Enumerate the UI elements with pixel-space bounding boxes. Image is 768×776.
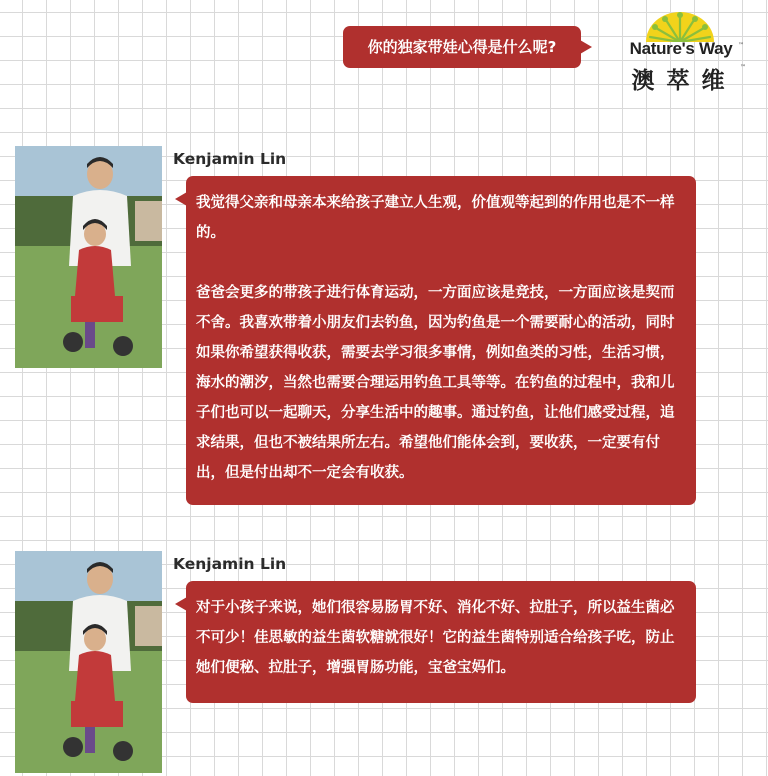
logo-brand-cn: 澳萃维 [631, 68, 737, 94]
logo-trademark-cn: ™ [740, 64, 746, 71]
question-bubble [343, 26, 581, 68]
avatar [15, 146, 162, 368]
author-name: Kenjamin Lin [173, 555, 287, 573]
logo-trademark: ™ [738, 42, 744, 49]
avatar [15, 551, 162, 773]
question-text: 你的独家带娃心得是什么呢? [367, 38, 557, 56]
message-paragraph: 我觉得父亲和母亲本来给孩子建立人生观，价值观等起到的作用也是不一样的。 [196, 195, 675, 241]
message-bubble [186, 176, 696, 505]
avatar-photo [15, 551, 162, 773]
message-paragraph: 爸爸会更多的带孩子进行体育运动，一方面应该是竞技，一方面应该是契而不舍。我喜欢带着小朋友们去钓鱼，因为钓鱼是一个需要耐心的活动，同时如果你希望获得收获，需要去学习很多事情，例如鱼类的习性，生活习惯，海水的潮汐，当然也需要合理运用钓鱼工具等等。在钓鱼的过程中，我和儿子们也可以一起聊天，分享生活中的趣事。通过钓鱼，让他们感受过程，追求结果，但也不被结果所左右。希望他们能体会到，要收获，一定要有付出，但是付出却不一定会有收获。 [196, 285, 675, 481]
logo-fan-icon [644, 8, 716, 42]
paragraph-gap [196, 248, 686, 278]
message-paragraph: 对于小孩子来说，她们很容易肠胃不好、消化不好、拉肚子，所以益生菌必不可少！佳思敏的益生菌软糖就很好！它的益生菌特别适合给孩子吃，防止她们便秘、拉肚子，增强胃肠功能，宝爸宝妈们。 [196, 600, 675, 676]
natures-way-logo [620, 6, 750, 96]
message-bubble [186, 581, 696, 703]
logo-brand-en: Nature's Way [629, 39, 733, 58]
author-name: Kenjamin Lin [173, 150, 287, 168]
avatar-photo [15, 146, 162, 368]
